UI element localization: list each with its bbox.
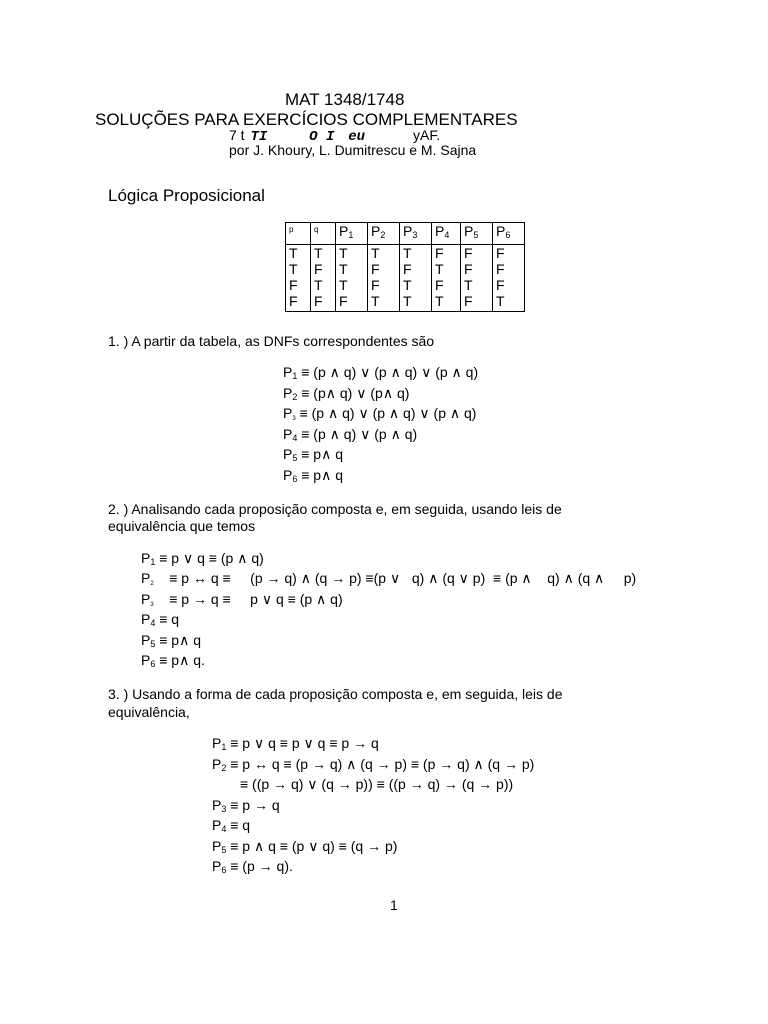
table-cell: F (311, 261, 336, 277)
table-cell: T (336, 261, 368, 277)
garbled-b: O I (309, 129, 335, 145)
garbled-prefix: 7 t (229, 127, 245, 143)
table-cell: T (286, 261, 311, 277)
table-cell: T (461, 277, 493, 293)
table-cell: F (311, 293, 336, 312)
q3-text-line2: equivalência, (108, 704, 190, 720)
table-cell: T (400, 245, 432, 262)
q3-equation: ≡ ((p → q) ∨ (q → p)) ≡ ((p → q) → (q → p)) (240, 776, 514, 792)
table-cell: F (461, 261, 493, 277)
table-cell: T (368, 245, 400, 262)
header-q: q (311, 223, 336, 245)
q2-equation: $P_4 \equiv q$ (141, 611, 180, 628)
table-cell: F (493, 277, 525, 293)
page-number: 1 (390, 897, 398, 913)
table-cell: F (461, 245, 493, 262)
q3-equation: $P_3 \equiv p \to q$ (212, 797, 280, 814)
table-cell: T (432, 293, 461, 312)
table-row (286, 293, 525, 312)
garbled-a: TI (250, 129, 268, 145)
q2-equation: $P_1 \equiv p$ ∨ q ≡ (p ∧ q) (141, 550, 264, 567)
header-p4: $P_4$ (432, 223, 461, 245)
table-cell: T (286, 245, 311, 262)
table-cell: T (400, 293, 432, 312)
table-cell: F (336, 293, 368, 312)
table-cell: F (432, 277, 461, 293)
section-title: Lógica Proposicional (108, 186, 265, 205)
header-p5: $P_5$ (461, 223, 493, 245)
header-p6: $P_6$ (493, 223, 525, 245)
table-cell: F (493, 245, 525, 262)
table-cell: F (368, 277, 400, 293)
table-cell: F (286, 277, 311, 293)
q3-equation: $P_6 \equiv (p \to q)$. (212, 858, 293, 875)
truth-table-header-row (286, 223, 525, 245)
document-subtitle: SOLUÇÕES PARA EXERCÍCIOS COMPLEMENTARES (95, 110, 518, 129)
header-p3: $P_3$ (400, 223, 432, 245)
q2-equation: $P_5$ ≡ p∧ q (141, 632, 202, 649)
q1-equation: $P_1 \equiv (p$ ∧ q) ∨ (p ∧ q) ∨ (p ∧ q) (283, 364, 479, 381)
q3-equation: $P_5 \equiv p$ ∧ q ≡ (p ∨ q) ≡ (q → p) (212, 838, 398, 855)
q1-text: 1. ) A partir da tabela, as DNFs correspondentes são (108, 333, 435, 349)
q2-text-line1: 2. ) Analisando cada proposição composta e, em seguida, usando leis de (108, 501, 562, 517)
garbled-suffix: yAF. (412, 127, 441, 143)
garbled-c: eu (348, 129, 366, 145)
table-cell: F (286, 293, 311, 312)
table-cell: T (311, 245, 336, 262)
q3-equation: $P_4 \equiv q$ (212, 817, 251, 834)
table-row (286, 245, 525, 262)
q2-equation: $P_3$ ≡ p → q ≡ p ∨ q ≡ (p ∧ q) (141, 591, 343, 608)
q2-text-line2: equivalência que temos (108, 518, 256, 534)
header-p: p (286, 223, 311, 245)
q2-equation: $P_6$ ≡ p∧ q. (141, 652, 205, 669)
document-title: MAT 1348/1748 (285, 90, 405, 109)
table-cell: T (493, 293, 525, 312)
table-cell: F (461, 293, 493, 312)
table-cell: T (432, 261, 461, 277)
table-cell: T (336, 277, 368, 293)
q1-equation: $P_3 \equiv (p$ ∧ q) ∨ (p ∧ q) ∨ (p ∧ q) (283, 405, 477, 422)
table-cell: T (311, 277, 336, 293)
table-cell: T (368, 293, 400, 312)
q2-equation: $P_2$ ≡ p ↔ q ≡ (p → q) ∧ (q → p) ≡(p ∨ q) ∧ (q ∨ p) ≡ (p ∧ q) ∧ (q ∧ p) (141, 570, 637, 587)
q3-equation: $P_2 \equiv p$ ↔ q ≡ (p → q) ∧ (q → p) ≡ (p → q) ∧ (q → p) (212, 756, 535, 773)
q1-equation: $P_4 \equiv (p$ ∧ q) ∨ (p ∧ q) (283, 426, 418, 443)
table-cell: F (400, 261, 432, 277)
table-cell: F (493, 261, 525, 277)
header-p2: $P_2$ (368, 223, 400, 245)
table-cell: F (368, 261, 400, 277)
table-row (286, 277, 525, 293)
table-cell: F (432, 245, 461, 262)
q1-equation: $P_6$ ≡ p∧ q (283, 467, 344, 484)
q3-text-line1: 3. ) Usando a forma de cada proposição composta e, em seguida, leis de (108, 686, 563, 702)
q1-equation: $P_5$ ≡ p∧ q (283, 446, 344, 463)
authors-line: por J. Khoury, L. Dumitrescu e M. Sajna (229, 142, 477, 158)
table-cell: T (336, 245, 368, 262)
table-cell: T (400, 277, 432, 293)
q3-equation: $P_1 \equiv p$ ∨ q ≡ p ∨ q ≡ p → q (212, 735, 379, 752)
truth-table (285, 222, 525, 312)
table-row (286, 261, 525, 277)
q1-equation: $P_2$ ≡ (p∧ q) ∨ (p∧ q) (283, 385, 410, 402)
header-p1: $P_1$ (336, 223, 368, 245)
